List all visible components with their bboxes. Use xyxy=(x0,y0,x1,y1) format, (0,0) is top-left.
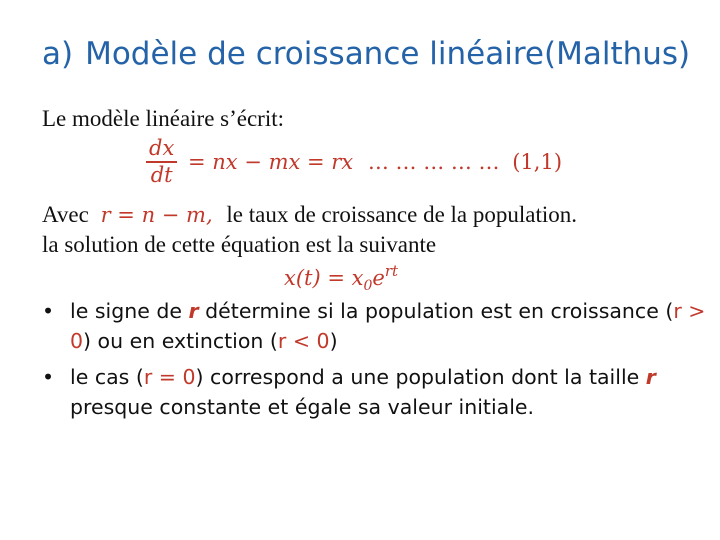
avec-line xyxy=(42,202,577,228)
bullet-1-text-c: ) ou en extinction ( xyxy=(83,329,278,353)
bullet-1-cond-positive: r > 0 xyxy=(70,299,706,353)
avec-lead: Avec xyxy=(42,202,89,227)
fraction-numerator: dx xyxy=(149,136,175,160)
slide-title xyxy=(42,36,690,72)
list-item xyxy=(40,362,710,422)
solution-line: la solution de cette équation est la suivante xyxy=(42,232,437,257)
equation-2-base: e xyxy=(372,266,385,290)
bullet-2-text-a: le cas ( xyxy=(70,365,144,389)
equation-1-rhs: = nx − mx = rx xyxy=(187,149,354,174)
equation-2-subscript: 0 xyxy=(363,278,373,294)
intro-line: Le modèle linéaire s’écrit: xyxy=(42,106,285,131)
bullet-1-text-a: le signe de xyxy=(70,299,182,323)
bullet-2-text-b: ) correspond a une population dont la taille xyxy=(195,365,640,389)
bullet-2-text-c: presque constante et égale sa valeur initiale. xyxy=(70,395,535,419)
equation-2-exponent: rt xyxy=(384,262,399,280)
derivative-fraction xyxy=(146,136,177,188)
equation-2-lhs: x(t) = x xyxy=(284,266,364,290)
list-item xyxy=(40,296,710,356)
equation-1-label: (1,1) xyxy=(512,149,563,174)
bullet-2-cond-zero: r = 0 xyxy=(143,365,196,389)
bullet-2-r: r xyxy=(645,365,656,389)
bullet-1-text-d: ) xyxy=(329,329,338,353)
bullet-dot-icon: • xyxy=(42,299,55,323)
equation-2 xyxy=(284,262,398,294)
bullet-1-text-b: détermine si la population est en croissance ( xyxy=(205,299,674,323)
bullet-1-r: r xyxy=(188,299,199,323)
equation-1 xyxy=(146,136,562,188)
title-marker: a) xyxy=(42,36,74,72)
bullet-dot-icon: • xyxy=(42,365,55,389)
equation-1-dots: … … … … … xyxy=(367,149,500,174)
bullet-1-cond-negative: r < 0 xyxy=(277,329,330,353)
title-text: Modèle de croissance linéaire(Malthus) xyxy=(85,36,691,72)
avec-formula: r = n − m, xyxy=(100,203,213,227)
avec-tail: le taux de croissance de la population. xyxy=(226,202,578,227)
fraction-denominator: dt xyxy=(150,162,173,187)
bullet-list xyxy=(40,296,710,428)
